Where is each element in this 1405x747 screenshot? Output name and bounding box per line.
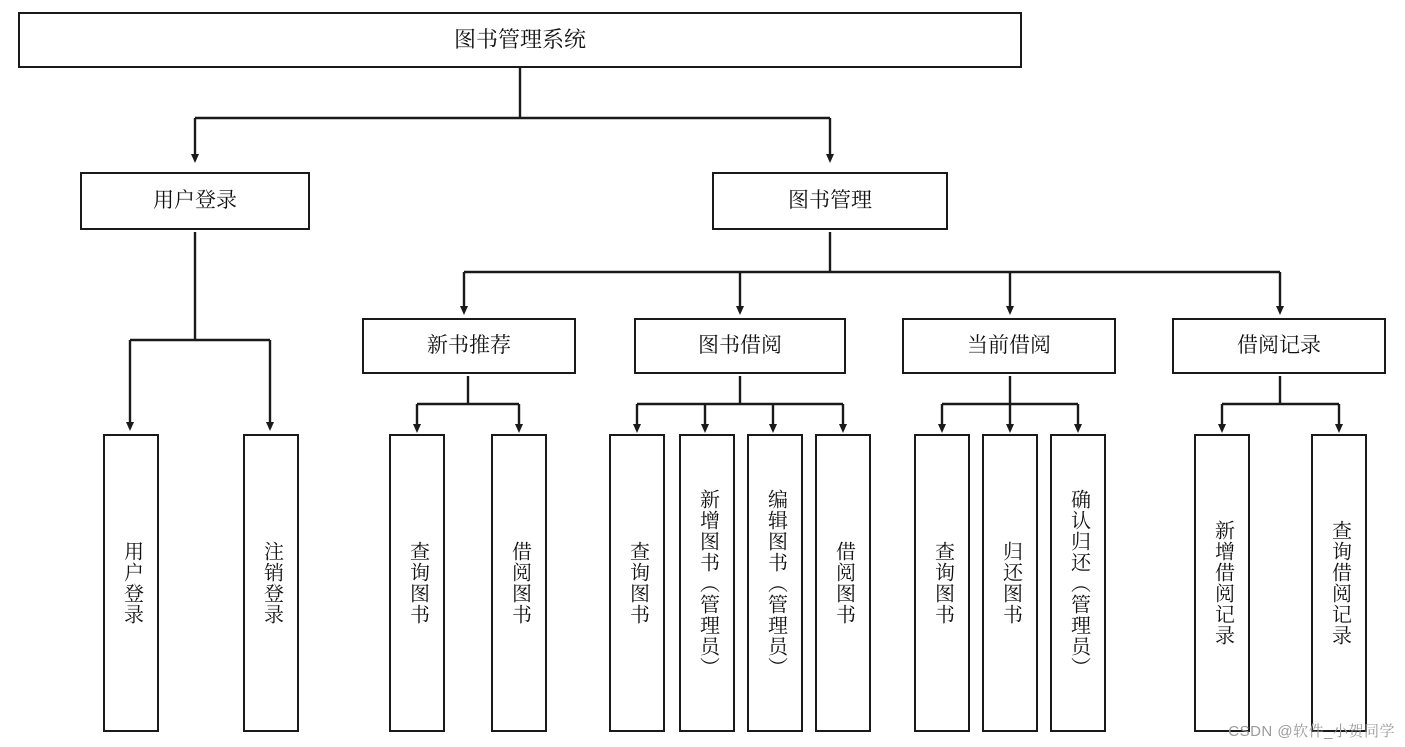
leaf-borrow-do-label: 借阅图书 [832, 541, 855, 625]
node-user-login[interactable] [80, 172, 310, 230]
leaf-record-add-label: 新增借阅记录 [1211, 520, 1234, 646]
leaf-logout[interactable] [243, 434, 299, 732]
leaf-newbook-borrow[interactable] [491, 434, 547, 732]
node-current-borrow[interactable] [902, 318, 1116, 374]
leaf-newbook-borrow-label: 借阅图书 [508, 541, 531, 625]
node-new-book-recommend[interactable] [362, 318, 576, 374]
leaf-current-query-label: 查询图书 [931, 541, 954, 625]
leaf-current-return-label: 归还图书 [999, 541, 1022, 625]
node-new-book-recommend-label: 新书推荐 [427, 333, 511, 357]
leaf-record-query-label: 查询借阅记录 [1328, 520, 1351, 646]
leaf-current-confirm-return-label: 确认归还（管理员） [1067, 488, 1090, 678]
leaf-newbook-query-label: 查询图书 [406, 541, 429, 625]
node-book-management-label: 图书管理 [788, 188, 872, 212]
leaf-user-login[interactable] [103, 434, 159, 732]
node-borrow-record-label: 借阅记录 [1237, 333, 1321, 357]
node-book-borrow[interactable] [634, 318, 846, 374]
leaf-record-add[interactable] [1194, 434, 1250, 732]
leaf-borrow-do[interactable] [815, 434, 871, 732]
leaf-borrow-add-label: 新增图书（管理员） [696, 488, 719, 678]
node-current-borrow-label: 当前借阅 [967, 333, 1051, 357]
leaf-logout-label: 注销登录 [260, 541, 283, 625]
leaf-user-login-label: 用户登录 [120, 541, 143, 625]
leaf-current-return[interactable] [982, 434, 1038, 732]
leaf-record-query[interactable] [1311, 434, 1367, 732]
leaf-borrow-add[interactable] [679, 434, 735, 732]
leaf-current-confirm-return[interactable] [1050, 434, 1106, 732]
leaf-borrow-edit-label: 编辑图书（管理员） [764, 488, 787, 678]
node-root[interactable] [18, 12, 1022, 68]
node-user-login-label: 用户登录 [153, 188, 237, 212]
node-book-borrow-label: 图书借阅 [698, 333, 782, 357]
leaf-borrow-query-label: 查询图书 [626, 541, 649, 625]
leaf-current-query[interactable] [914, 434, 970, 732]
node-book-management[interactable] [712, 172, 948, 230]
leaf-borrow-edit[interactable] [747, 434, 803, 732]
watermark: CSDN @软件_小贺同学 [1228, 723, 1395, 740]
node-root-label: 图书管理系统 [453, 27, 586, 53]
leaf-borrow-query[interactable] [609, 434, 665, 732]
node-borrow-record[interactable] [1172, 318, 1386, 374]
leaf-newbook-query[interactable] [389, 434, 445, 732]
